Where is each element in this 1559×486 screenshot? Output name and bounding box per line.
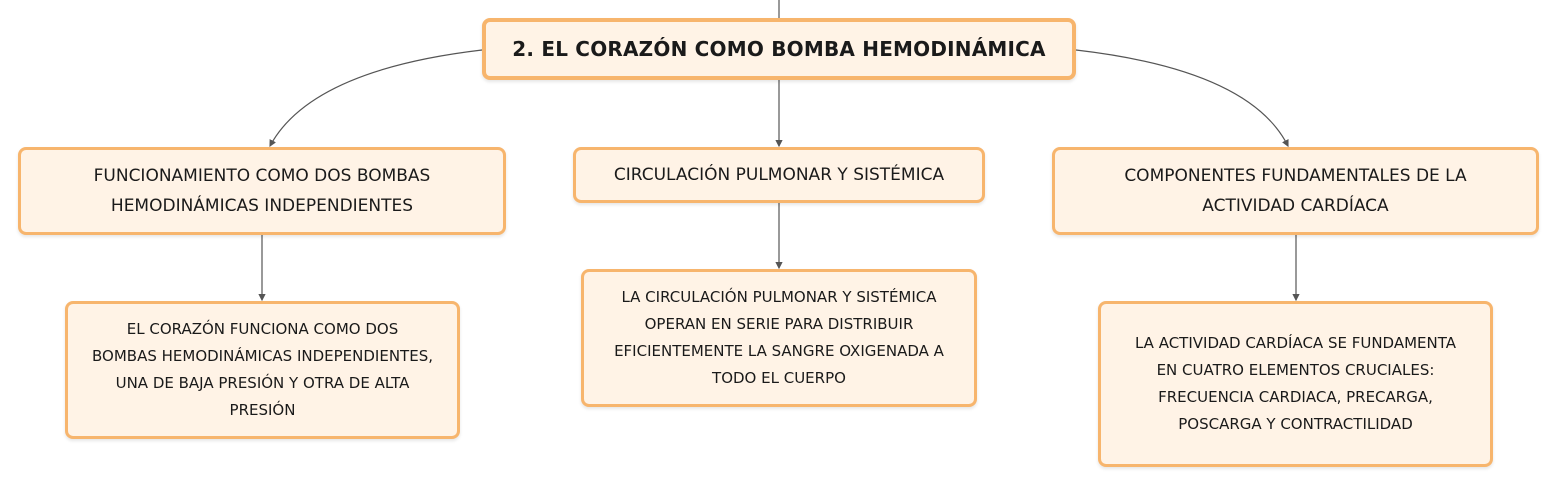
detail-text: LA ACTIVIDAD CARDÍACA SE FUNDAMENTA EN CUATRO ELEMENTOS CRUCIALES: FRECUENCIA CARDIACA, PRECARGA, POSCARGA Y CONTRACTILIDAD [1134,334,1456,433]
detail-text: LA CIRCULACIÓN PULMONAR Y SISTÉMICA OPERAN EN SERIE PARA DISTRIBUIR EFICIENTEMENTE LA SANGRE OXIGENADA A TODO EL CUERPO [614,288,944,387]
detail-node-components[interactable] [1098,301,1493,467]
detail-node-circulation[interactable] [581,269,977,407]
connector-root-topic-3 [1076,50,1288,146]
connector-root-topic-1 [270,50,482,146]
root-label: 2. EL CORAZÓN COMO BOMBA HEMODINÁMICA [512,37,1046,61]
topic-node-components[interactable] [1052,147,1539,235]
topic-label: FUNCIONAMIENTO COMO DOS BOMBAS HEMODINÁMICAS INDEPENDIENTES [93,166,431,216]
root-node[interactable] [482,18,1076,80]
detail-text: EL CORAZÓN FUNCIONA COMO DOS BOMBAS HEMODINÁMICAS INDEPENDIENTES, UNA DE BAJA PRESIÓN Y OTRA DE ALTA PRESIÓN [92,320,433,419]
detail-node-dual-pump[interactable] [65,301,460,439]
topic-label: CIRCULACIÓN PULMONAR Y SISTÉMICA [613,165,945,185]
topic-node-circulation[interactable] [573,147,985,203]
topic-label: COMPONENTES FUNDAMENTALES DE LA ACTIVIDAD CARDÍACA [1124,166,1467,216]
topic-node-dual-pump[interactable] [18,147,506,235]
